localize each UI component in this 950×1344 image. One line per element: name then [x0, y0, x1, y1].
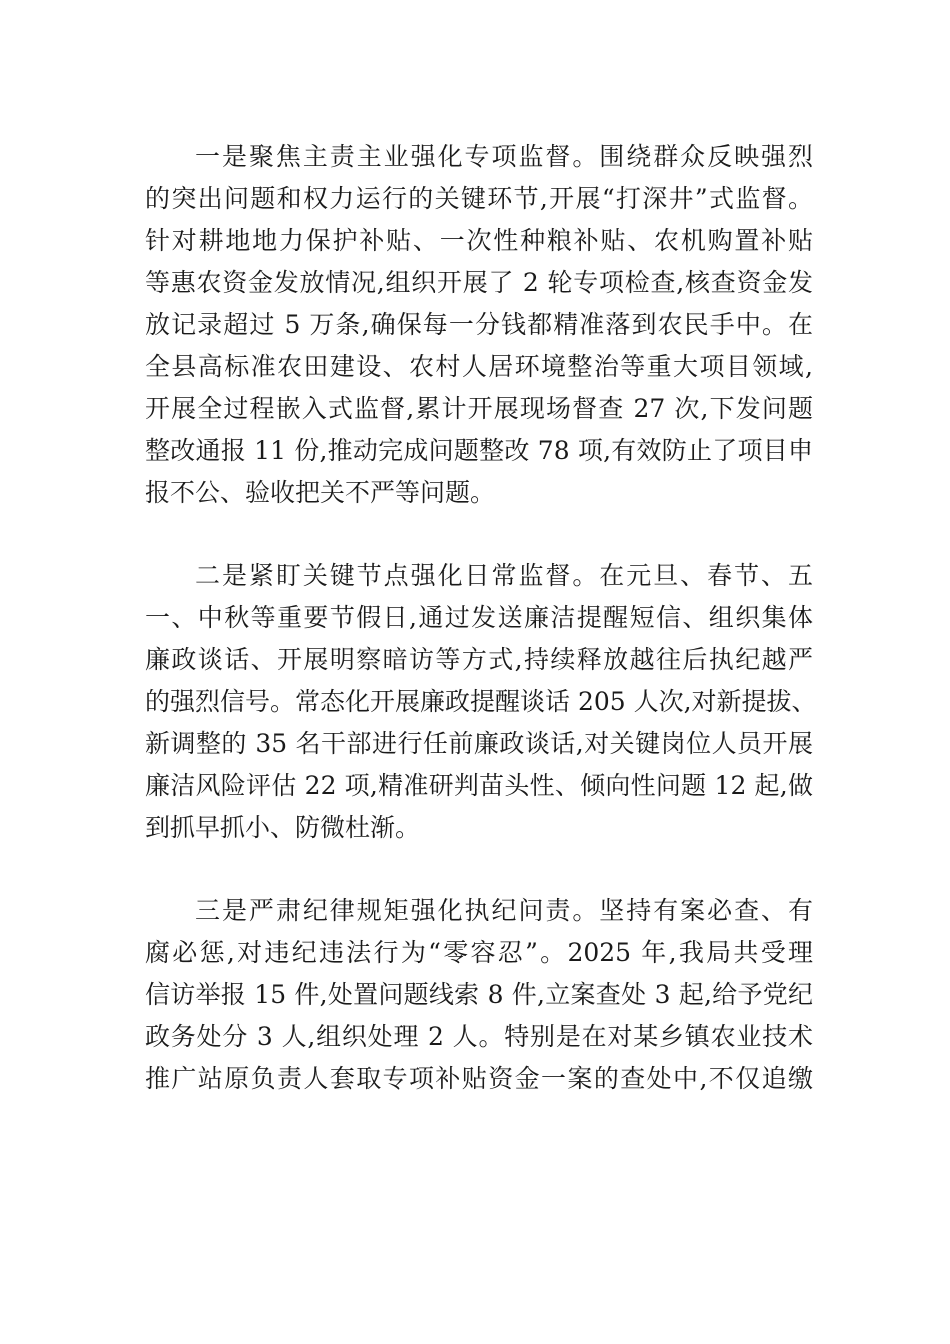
paragraph-line: 等惠农资金发放情况,组织开展了 2 轮专项检查,核查资金发 [145, 268, 813, 297]
paragraph-line: 信访举报 15 件,处置问题线索 8 件,立案查处 3 起,给予党纪 [145, 980, 813, 1009]
paragraph-daily-supervision [145, 555, 817, 849]
paragraph-line: 的强烈信号。常态化开展廉政提醒谈话 205 人次,对新提拔、 [145, 687, 817, 716]
paragraph-line: 开展全过程嵌入式监督,累计开展现场督查 27 次,下发问题 [145, 394, 813, 423]
paragraph-discipline-accountability [145, 890, 813, 1100]
paragraph-line: 政务处分 3 人,组织处理 2 人。特别是在对某乡镇农业技术 [145, 1022, 813, 1051]
paragraph-line: 腐必惩,对违纪违法行为“零容忍”。2025 年,我局共受理 [145, 938, 813, 967]
paragraph-line: 廉政谈话、开展明察暗访等方式,持续释放越往后执纪越严 [145, 645, 813, 674]
paragraph-line: 新调整的 35 名干部进行任前廉政谈话,对关键岗位人员开展 [145, 729, 813, 758]
paragraph-line: 针对耕地地力保护补贴、一次性种粮补贴、农机购置补贴 [145, 226, 813, 255]
paragraph-line: 廉洁风险评估 22 项,精准研判苗头性、倾向性问题 12 起,做 [145, 771, 813, 800]
paragraph-line: 到抓早抓小、防微杜渐。 [145, 813, 421, 842]
paragraph-line: 报不公、验收把关不严等问题。 [145, 478, 496, 507]
paragraph-line: 一是聚焦主责主业强化专项监督。围绕群众反映强烈 [195, 142, 813, 171]
paragraph-line: 放记录超过 5 万条,确保每一分钱都精准落到农民手中。在 [145, 310, 813, 339]
paragraph-line: 二是紧盯关键节点强化日常监督。在元旦、春节、五 [195, 561, 813, 590]
paragraph-line: 的突出问题和权力运行的关键环节,开展“打深井”式监督。 [145, 184, 813, 213]
document-body [145, 136, 817, 1141]
paragraph-line: 整改通报 11 份,推动完成问题整改 78 项,有效防止了项目申 [145, 436, 813, 465]
paragraph-line: 全县高标准农田建设、农村人居环境整治等重大项目领域, [145, 352, 813, 381]
paragraph-line: 三是严肃纪律规矩强化执纪问责。坚持有案必查、有 [195, 896, 813, 925]
paragraph-line: 一、中秋等重要节假日,通过发送廉洁提醒短信、组织集体 [145, 603, 813, 632]
paragraph-special-supervision [145, 136, 813, 514]
paragraph-line: 推广站原负责人套取专项补贴资金一案的查处中,不仅追缴 [145, 1064, 813, 1093]
